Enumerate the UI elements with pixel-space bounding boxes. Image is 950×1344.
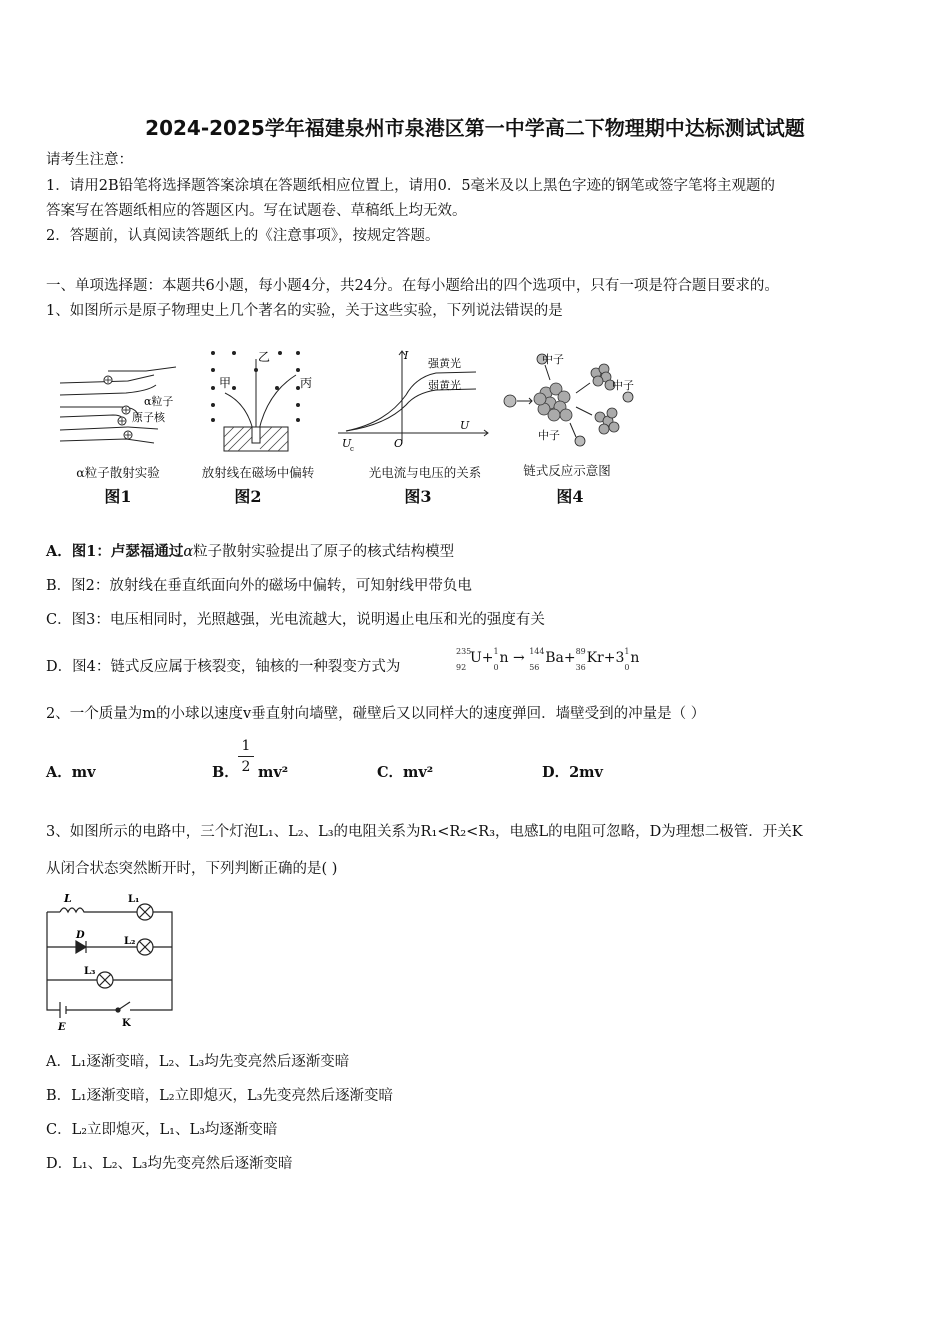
q3-stem-b: 从闭合状态突然断开时，下列判断正确的是( ) xyxy=(46,861,338,877)
notice-heading: 请考生注意： xyxy=(46,152,133,168)
eq-arrow: → xyxy=(513,650,525,666)
fission-equation xyxy=(456,648,676,672)
q2-stem: 2、一个质量为m的小球以速度v垂直射向墙壁，碰壁后又以同样大的速度弹回．墙壁受到的冲量是（ ） xyxy=(46,706,706,722)
q3-circuit-diagram xyxy=(42,892,182,1032)
fig1-caption: α粒子散射实验 xyxy=(76,465,160,480)
circuit-label-l3: L₃ xyxy=(84,966,96,977)
fig4-label-neutron-2: 中子 xyxy=(612,379,634,392)
q2-option-a[interactable]: A．mv xyxy=(46,764,96,781)
fig3-caption: 光电流与电压的关系 xyxy=(368,465,482,480)
fig3-uc: U xyxy=(342,437,352,450)
fig2-label-bing: 丙 xyxy=(300,376,313,390)
fig4-label-neutron-1: 中子 xyxy=(542,353,564,366)
eq-ba: Ba+ xyxy=(545,650,576,666)
fraction-half xyxy=(238,738,254,775)
figure-4-chain-reaction xyxy=(500,345,650,455)
eq-ba-mass: 144 xyxy=(529,647,545,656)
q1-option-c[interactable]: C．图3：电压相同时，光照越强，光电流越大，说明遏止电压和光的强度有关 xyxy=(46,612,545,628)
fraction-numerator: 1 xyxy=(241,738,251,754)
fraction-bar xyxy=(238,756,254,757)
q2-option-b-label: B． xyxy=(212,764,239,781)
fraction-denominator: 2 xyxy=(241,759,251,775)
fig3-label-weak: 弱黄光 xyxy=(428,379,461,392)
eq-kr-charge: 36 xyxy=(575,663,586,672)
eq-u-mass: 235 xyxy=(456,647,472,656)
circuit-label-k: K xyxy=(122,1018,131,1029)
section-heading: 一、单项选择题：本题共6小题，每小题4分，共24分。在每小题给出的四个选项中，只有一项是符合题目要求的。 xyxy=(46,278,779,294)
fig3-uc-sub: c xyxy=(350,445,354,453)
fig1-label-alpha: α粒子 xyxy=(144,395,174,408)
eq-u: U+ xyxy=(470,650,494,666)
notice-line-1a: 1．请用2B铅笔将选择题答案涂填在答题纸相应位置上，请用0．5毫米及以上黑色字迹的钢笔或签字笔将主观题的 xyxy=(46,178,776,194)
q3-option-d[interactable]: D．L₁、L₂、L₃均先变亮然后逐渐变暗 xyxy=(46,1156,293,1172)
q1-stem: 1、如图所示是原子物理史上几个著名的实验，关于这些实验，下列说法错误的是 xyxy=(46,303,563,319)
notice-line-1b: 答案写在答题纸相应的答题区内。写在试题卷、草稿纸上均无效。 xyxy=(46,203,467,219)
q1-option-b[interactable]: B．图2：放射线在垂直纸面向外的磁场中偏转，可知射线甲带负电 xyxy=(46,578,472,594)
fig3-number: 图3 xyxy=(404,487,432,506)
eq-n1-mass: 1 xyxy=(493,647,499,656)
figure-2-magnetic-deflection xyxy=(200,345,320,455)
q1-option-a-rest: 粒子散射实验提出了原子的核式结构模型 xyxy=(193,544,455,560)
circuit-label-d: D xyxy=(76,930,85,941)
fig1-label-nucleus: 原子核 xyxy=(132,411,165,424)
q3-stem-a: 3、如图所示的电路中，三个灯泡L₁、L₂、L₃的电阻关系为R₁<R₂<R₃，电感L的电阻可忽略，D为理想二极管．开关K xyxy=(46,824,803,840)
fig2-number: 图2 xyxy=(234,487,262,506)
fig2-label-yi: 乙 xyxy=(258,350,271,364)
alpha-symbol: α xyxy=(183,544,194,560)
circuit-label-e: E xyxy=(58,1022,66,1032)
q2-option-b-rest: mv² xyxy=(258,764,289,781)
circuit-label-l2: L₂ xyxy=(124,936,136,947)
eq-n1: n xyxy=(499,650,509,666)
fig4-label-neutron-3: 中子 xyxy=(538,429,560,442)
q2-option-b[interactable] xyxy=(212,763,302,783)
fig3-origin: O xyxy=(394,437,404,450)
q1-option-a-text: A．图1：卢瑟福通过 xyxy=(46,543,184,560)
eq-kr-mass: 89 xyxy=(575,647,586,656)
eq-n2-charge: 0 xyxy=(624,663,630,672)
fig3-axis-u: U xyxy=(460,419,470,432)
eq-n2-mass: 1 xyxy=(624,647,630,656)
fig4-number: 图4 xyxy=(556,487,584,506)
q3-option-a[interactable]: A．L₁逐渐变暗，L₂、L₃均先变亮然后逐渐变暗 xyxy=(46,1054,350,1070)
eq-ba-charge: 56 xyxy=(529,663,540,672)
circuit-label-l: L xyxy=(64,892,72,905)
fig1-number: 图1 xyxy=(104,487,132,506)
fig2-label-jia: 甲 xyxy=(219,376,232,390)
fig3-axis-i: I xyxy=(404,349,409,362)
notice-line-2: 2．答题前，认真阅读答题纸上的《注意事项》，按规定答题。 xyxy=(46,228,440,244)
page-title: 2024-2025学年福建泉州市泉港区第一中学高二下物理期中达标测试试题 xyxy=(145,116,805,140)
q3-option-b[interactable]: B．L₁逐渐变暗，L₂立即熄灭，L₃先变亮然后逐渐变暗 xyxy=(46,1088,393,1104)
q2-option-d[interactable]: D．2mv xyxy=(542,764,603,781)
eq-u-charge: 92 xyxy=(456,663,467,672)
q1-option-d[interactable]: D．图4：链式反应属于核裂变，铀核的一种裂变方式为 xyxy=(46,659,401,675)
eq-n2: n xyxy=(630,650,640,666)
q3-option-c[interactable]: C．L₂立即熄灭，L₁、L₃均逐渐变暗 xyxy=(46,1122,278,1138)
figure-3-photocurrent xyxy=(336,345,496,460)
fig2-caption: 放射线在磁场中偏转 xyxy=(201,465,315,480)
eq-n1-charge: 0 xyxy=(493,663,499,672)
q2-option-c[interactable]: C．mv² xyxy=(377,764,434,781)
figure-1-alpha-scattering xyxy=(58,355,198,455)
fig3-label-strong: 强黄光 xyxy=(428,357,461,370)
fig4-caption: 链式反应示意图 xyxy=(523,463,611,478)
q1-option-a[interactable] xyxy=(46,542,454,562)
circuit-label-l1: L₁ xyxy=(128,894,140,905)
eq-kr: Kr+3 xyxy=(586,650,625,666)
